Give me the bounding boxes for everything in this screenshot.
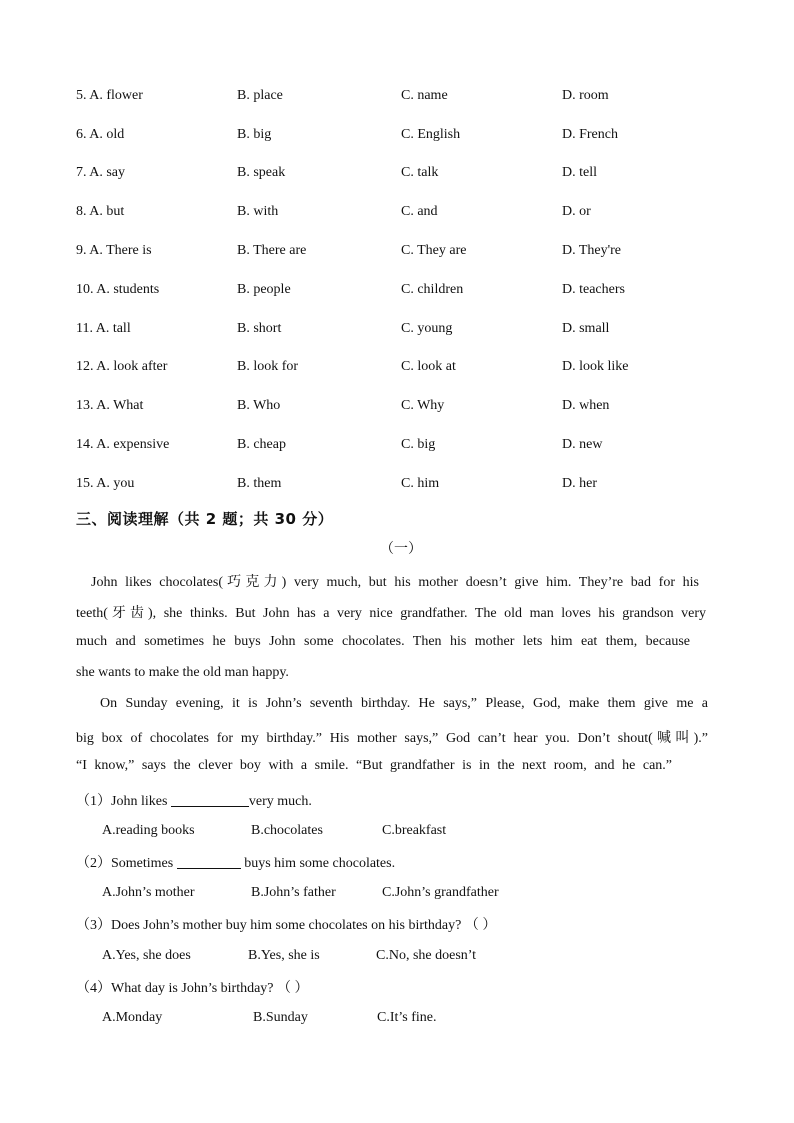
choice-b: B. speak	[237, 165, 286, 180]
choice-d: D. small	[562, 321, 610, 336]
choice-row	[0, 396, 794, 416]
question-1: （1）John likes very much.	[76, 794, 312, 809]
option-b: B.chocolates	[251, 823, 323, 838]
answer-blank[interactable]	[177, 854, 241, 869]
passage-line: “I know,” says the clever boy with a smile. “But grandfather is in the next room, and he can.”	[76, 758, 672, 773]
choice-b: B. There are	[237, 243, 307, 258]
option-c: C.breakfast	[382, 823, 447, 838]
choice-row	[0, 125, 794, 145]
choice-row	[0, 86, 794, 106]
choice-c: C. They are	[401, 243, 467, 258]
choice-row	[0, 319, 794, 339]
choice-b: B. them	[237, 476, 282, 491]
choice-b: B. look for	[237, 359, 299, 374]
choice-c: C. name	[401, 88, 448, 103]
option-b: B.Yes, she is	[248, 948, 320, 963]
choice-a: 9. A. There is	[76, 243, 152, 258]
choice-row	[0, 241, 794, 261]
choice-c: C. talk	[401, 165, 439, 180]
option-b: B.Sunday	[253, 1010, 308, 1025]
question-4: （4）What day is John’s birthday? （ ）	[76, 981, 309, 996]
section-title: 三、阅读理解（共 2 题；共 30 分）	[76, 510, 334, 528]
choice-a: 15. A. you	[76, 476, 135, 491]
answer-blank[interactable]	[171, 792, 249, 807]
choice-c: C. young	[401, 321, 453, 336]
question-3-options	[0, 946, 794, 966]
choice-a: 11. A. tall	[76, 321, 131, 336]
choice-a: 14. A. expensive	[76, 437, 170, 452]
passage-line: she wants to make the old man happy.	[76, 665, 289, 680]
passage-line: John likes chocolates(巧克力) very much, but his mother doesn’t give him. They’re bad for his	[91, 575, 699, 590]
option-b: B.John’s father	[251, 885, 336, 900]
choice-d: D. new	[562, 437, 603, 452]
option-a: A.John’s mother	[102, 885, 195, 900]
passage-number: （一）	[380, 542, 422, 557]
choice-c: C. English	[401, 127, 461, 142]
choice-c: C. big	[401, 437, 436, 452]
passage-line: much and sometimes he buys John some chocolates. Then his mother lets him eat them, because	[76, 634, 690, 649]
choice-a: 8. A. but	[76, 204, 125, 219]
choice-d: D. her	[562, 476, 597, 491]
choice-b: B. big	[237, 127, 272, 142]
question-3: （3）Does John’s mother buy him some chocolates on his birthday? （ ）	[76, 918, 497, 933]
question-2: （2）Sometimes buys him some chocolates.	[76, 856, 396, 871]
choice-a: 5. A. flower	[76, 88, 143, 103]
choice-b: B. place	[237, 88, 283, 103]
choice-a: 13. A. What	[76, 398, 144, 413]
choice-c: C. and	[401, 204, 438, 219]
choice-b: B. with	[237, 204, 279, 219]
passage-line: big box of chocolates for my birthday.” His mother says,” God can’t hear you. Don’t shout(喊叫).”	[76, 731, 708, 746]
choice-d: D. look like	[562, 359, 629, 374]
choice-b: B. short	[237, 321, 282, 336]
choice-row	[0, 357, 794, 377]
option-c: C.No, she doesn’t	[376, 948, 477, 963]
passage-line: On Sunday evening, it is John’s seventh birthday. He says,” Please, God, make them give me a	[100, 696, 708, 711]
choice-b: B. Who	[237, 398, 281, 413]
choice-row	[0, 202, 794, 222]
option-c: C.It’s fine.	[377, 1010, 437, 1025]
choice-d: D. or	[562, 204, 591, 219]
choice-c: C. Why	[401, 398, 445, 413]
choice-row	[0, 163, 794, 183]
choice-c: C. look at	[401, 359, 456, 374]
choice-b: B. people	[237, 282, 291, 297]
choice-a: 12. A. look after	[76, 359, 168, 374]
choice-d: D. French	[562, 127, 618, 142]
choice-d: D. They're	[562, 243, 622, 258]
question-1-options	[0, 821, 794, 841]
option-a: A.reading books	[102, 823, 195, 838]
choice-d: D. teachers	[562, 282, 625, 297]
option-a: A.Yes, she does	[102, 948, 191, 963]
choice-d: D. when	[562, 398, 610, 413]
choice-row	[0, 435, 794, 455]
choice-row	[0, 474, 794, 494]
question-2-options	[0, 883, 794, 903]
choice-d: D. tell	[562, 165, 597, 180]
choice-row	[0, 280, 794, 300]
option-a: A.Monday	[102, 1010, 163, 1025]
choice-d: D. room	[562, 88, 609, 103]
choice-a: 6. A. old	[76, 127, 125, 142]
choice-a: 10. A. students	[76, 282, 160, 297]
choice-a: 7. A. say	[76, 165, 126, 180]
choice-c: C. children	[401, 282, 464, 297]
option-c: C.John’s grandfather	[382, 885, 499, 900]
passage-line: teeth(牙齿), she thinks. But John has a very nice grandfather. The old man loves his grandson very	[76, 606, 706, 621]
question-4-options	[0, 1008, 794, 1028]
choice-b: B. cheap	[237, 437, 286, 452]
choice-c: C. him	[401, 476, 440, 491]
